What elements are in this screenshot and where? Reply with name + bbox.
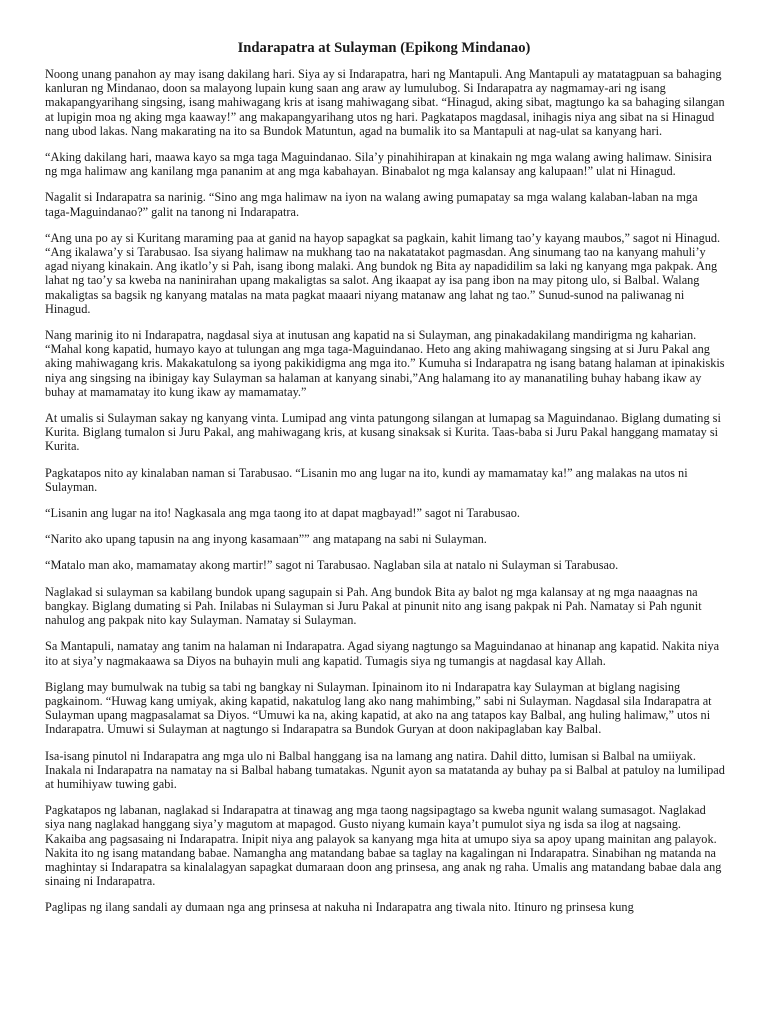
paragraph: “Narito ako upang tapusin na ang inyong kasamaan”” ang matapang na sabi ni Sulayman. (45, 532, 487, 547)
paragraph: Biglang may bumulwak na tubig sa tabi ng bangkay ni Sulayman. Ipinainom ito ni Indarapatra kay Sulayman at biglang nagising pagkainom. “Huwag kang umiyak, aking kapatid, nakatulog lang ako nang mahimbing,” sabi ni Sulayman. Nagdasal sila Indarapatra at Sulayman upang magpasalamat sa Diyos. “Umuwi ka na, aking kapatid, at ako na ang tatapos kay Balbal, ang huling halimaw,” utos ni Indarapatra. Umuwi si Sulayman at nagtungo si Indarapatra sa Bundok Guryan at doon nakipaglaban kay Balbal. (45, 679, 712, 737)
paragraph: “Matalo man ako, mamamatay akong martir!” sagot ni Tarabusao. Naglaban sila at natalo ni Sulayman si Tarabusao. (45, 558, 619, 573)
paragraph: Noong unang panahon ay may isang dakilang hari. Siya ay si Indarapatra, hari ng Mantapuli. Ang Mantapuli ay matatagpuan sa bahaging kanluran ng Mindanao, doon sa malayong lupain kung saan ang araw ay lumulubog. Si Indarapatra ay nagmamay-ari ng isang makapangyarihang singsing, isang mahiwagang kris at isang mahiwagang sibat. “Hinagud, aking sibat, magtungo ka sa bahaging silangan at lupigin moa ng aking mga kaaway!” ang makapangyarihang utos ng hari. Pagkatapos magdasal, inihagis niya ang sibat na si Hinagud nang ubod lakas. Nang makarating na ito sa Bundok Matuntun, agad na bumalik ito sa Mantapuli at nag-ulat sa kanyang hari. (45, 67, 725, 138)
paragraph: Pagkatapos ng labanan, naglakad si Indarapatra at tinawag ang mga taong nagsipagtago sa kweba ngunit walang sumasagot. Naglakad siya nang naglakad hanggang siya’y magutom at mapagod. Gusto niyang kumain kaya’t pumulot siya ng isda sa ilog at nagsaing. Kakaiba ang pagsasaing ni Indarapatra. Inipit niya ang palayok sa kanyang mga hita at umupo siya sa apoy upang mainitan ang palayok. Nakita ito ng isang matandang babae. Namangha ang matandang babae sa taglay na kagalingan ni Indarapatra. Sinabihan ng matanda na maghintay si Indarapatra sa kinalalagyan sapagkat dumaraan doon ang prinsesa, ang anak ng raha. Umalis ang matandang babae dala ang sinaing ni Indarapatra. (45, 803, 722, 889)
paragraph: Pagkatapos nito ay kinalaban naman si Tarabusao. “Lisanin mo ang lugar na ito, kundi ay mamamatay ka!” ang malakas na utos ni Sulayman. (45, 465, 688, 494)
paragraph: Naglakad si sulayman sa kabilang bundok upang sagupain si Pah. Ang bundok Bita ay balot ng mga kalansay at ng mga naaagnas na bangkay. Biglang dumating si Pah. Inilabas ni Sulayman si Juru Pakal at pinunit nito ang isang pakpak ni Pah. Namatay si Pah ngunit nahulog ang pakpak nito kay Sulayman. Namatay si Sulayman. (45, 584, 702, 628)
paragraph: Sa Mantapuli, namatay ang tanim na halaman ni Indarapatra. Agad siyang nagtungo sa Maguindanao at hinanap ang kapatid. Nakita niya ito at siya’y nagmakaawa sa Diyos na buhayin muli ang kapatid. Tumagis siya ng tumangis at nagdasal kay Allah. (45, 639, 720, 668)
paragraph: Isa-isang pinutol ni Indarapatra ang mga ulo ni Balbal hanggang isa na lamang ang natira. Dahil ditto, lumisan si Balbal na umiiyak. Inakala ni Indarapatra na namatay na si Balbal habang tumatakas. Ngunit ayon sa matatanda ay buhay pa si Balbal at patuloy na lumilipad at humihiyaw tuwing gabi. (45, 748, 725, 791)
paragraph: “Ang una po ay si Kuritang maraming paa at ganid na hayop sapagkat sa pagkain, kahit limang tao’y kayang maubos,” sagot ni Hinagud. “Ang ikalawa’y si Tarabusao. Isa siyang halimaw na mukhang tao na nakatatakot pagmasdan. Ang sinumang tao na kanyang mahuli’y agad niyang kinakain. Ang ikatlo’y si Pah, isang ibong malaki. Ang bundok ng Bita ay napadidilim sa laki ng kanyang mga pakpak. Ang lahat ng tao’y sa kweba na naninirahan upang makaligtas sa salot. Ang ikaapat ay isa pang ibon na may pitong ulo, si Balbal. Walang makaligtas sa bagsik ng kanyang matalas na mata pagkat maaari niyang matanaw ang lahat ng tao.” Sunud-sunod na paliwanag ni Hinagud. (45, 230, 721, 316)
paragraph: Nagalit si Indarapatra sa narinig. “Sino ang mga halimaw na iyon na walang awing pumapatay sa mga walang kalaban-laban na mga taga-Maguindanao?” galit na tanong ni Indarapatra. (45, 190, 698, 219)
paragraph: “Aking dakilang hari, maawa kayo sa mga taga Maguindanao. Sila’y pinahihirapan at kinakain ng mga walang awing halimaw. Sinisira ng mga halimaw ang kanilang mga pananim at ang mga kabahayan. Binabalot ng mga kalansay ang kalupaan!” ulat ni Hinagud. (45, 150, 712, 179)
paragraph: Paglipas ng ilang sandali ay dumaan nga ang prinsesa at nakuha ni Indarapatra ang tiwala nito. Itinuro ng prinsesa kung (45, 900, 634, 915)
page-title: Indarapatra at Sulayman (Epikong Mindanao) (237, 40, 531, 56)
paragraph: Nang marinig ito ni Indarapatra, nagdasal siya at inutusan ang kapatid na si Sulayman, ang pinakadakilang mandirigma ng kaharian. “Mahal kong kapatid, humayo kayo at tulungan ang mga taga-Maguindanao. Heto ang aking mahiwagang singsing at si Juru Pakal ang aking mahiwagang kris. Makakatulong sa iyong pakikidigma ang mga ito.” Kumuha si Indarapatra ng isang batang halaman at ipinakiskis niya ang singsing na ibinigay kay Sulayman sa halaman at kanyang sinabi,”Ang halamang ito ay mananatiling buhay habang ikaw ay buhay at mamamatay ito kung ikaw ay mamamatay.” (45, 328, 725, 399)
document-body (45, 67, 725, 927)
paragraph: At umalis si Sulayman sakay ng kanyang vinta. Lumipad ang vinta patungong silangan at lumapag sa Maguindanao. Biglang dumating si Kurita. Biglang tumalon si Juru Pakal, ang mahiwagang kris, at kusang sinaksak si Kurita. Taas-baba si Juru Pakal hanggang mamatay si Kurita. (45, 411, 721, 454)
paragraph: “Lisanin ang lugar na ito! Nagkasala ang mga taong ito at dapat magbayad!” sagot ni Tarabusao. (45, 506, 520, 521)
